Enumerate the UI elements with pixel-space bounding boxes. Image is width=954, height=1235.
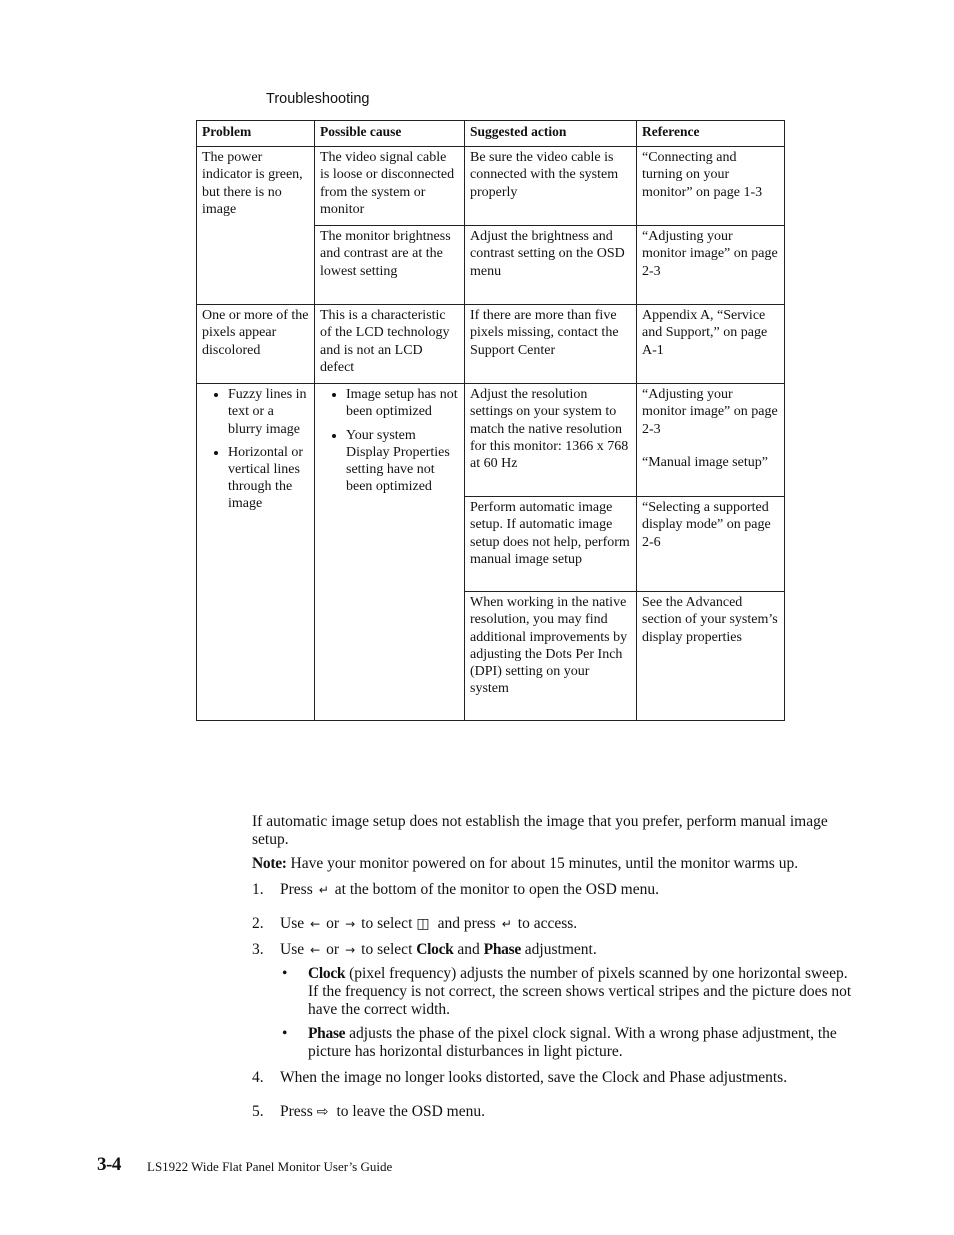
troubleshooting-table	[196, 120, 785, 721]
header-possible-cause: Possible cause	[315, 121, 465, 147]
adjustment-bullets	[280, 965, 852, 1061]
reference-cell: See the Advanced section of your system’s display properties	[637, 592, 785, 721]
header-suggested-action: Suggested action	[465, 121, 637, 147]
bullet-text: adjusts the phase of the pixel clock signal. With a wrong phase adjustment, the picture has horizontal disturbances in light picture.	[308, 1025, 837, 1060]
step-text: or	[326, 915, 340, 932]
action-cell: Be sure the video cable is connected with the system properly	[465, 147, 637, 226]
reference-cell: “Selecting a supported display mode” on page 2-6	[637, 497, 785, 592]
cause-cell	[315, 384, 465, 721]
step-text: Use	[280, 941, 305, 958]
phase-term: Phase	[308, 1025, 346, 1042]
action-cell: Adjust the resolution settings on your system to match the native resolution for this monitor: 1366 x 768 at 60 Hz	[465, 384, 637, 497]
table-row	[197, 305, 785, 384]
step-5	[252, 1103, 852, 1121]
clock-term: Clock	[308, 965, 346, 982]
action-cell: Adjust the brightness and contrast setting on the OSD menu	[465, 226, 637, 305]
exit-icon: ⇨	[316, 1104, 329, 1120]
reference-cell	[637, 384, 785, 497]
table-row	[197, 384, 785, 497]
step-text: to leave the OSD menu.	[336, 1103, 485, 1120]
step-text: Press	[280, 1103, 313, 1120]
step-text: and	[457, 941, 480, 958]
reference-cell: “Adjusting your monitor image” on page 2-3	[637, 226, 785, 305]
phase-term: Phase	[483, 941, 521, 958]
list-item: • Your system Display Properties setting have not been optimized	[346, 427, 459, 496]
step-text: and press	[437, 915, 496, 932]
cause-cell: The monitor brightness and contrast are at the lowest setting	[315, 226, 465, 305]
list-item	[280, 965, 852, 1019]
problem-cell: One or more of the pixels appear discolored	[197, 305, 315, 384]
step-number: 3.	[252, 941, 264, 958]
enter-icon: ↵	[501, 917, 512, 931]
header-problem: Problem	[197, 121, 315, 147]
clock-term: Clock	[416, 941, 454, 958]
note-text: Have your monitor powered on for about 15 minutes, until the monitor warms up.	[286, 855, 799, 872]
left-arrow-icon: ←	[310, 917, 321, 931]
action-cell: When working in the native resolution, you may find additional improvements by adjusting the Dots Per Inch (DPI) setting on your system	[465, 592, 637, 721]
cause-cell: This is a characteristic of the LCD technology and is not an LCD defect	[315, 305, 465, 384]
bullet-text: (pixel frequency) adjusts the number of pixels scanned by one horizontal sweep. If the frequency is not correct, the screen shows vertical stripes and the picture does not have the correct width.	[308, 965, 852, 1018]
list-item: • Horizontal or vertical lines through the image	[228, 444, 309, 513]
list-item	[280, 1025, 852, 1061]
step-text: at the bottom of the monitor to open the OSD menu.	[334, 881, 659, 898]
step-text: Use	[280, 915, 305, 932]
step-text: When the image no longer looks distorted, save the Clock and Phase adjustments.	[280, 1069, 788, 1086]
step-text: adjustment.	[524, 941, 597, 958]
reference-text: “Adjusting your monitor image” on page 2-3	[642, 387, 778, 437]
step-4	[252, 1069, 852, 1087]
right-arrow-icon: →	[345, 917, 356, 931]
list-item: • Image setup has not been optimized	[346, 386, 459, 420]
problem-cell	[197, 384, 315, 721]
step-text: to select	[361, 915, 413, 932]
cause-cell: The video signal cable is loose or disconnected from the system or monitor	[315, 147, 465, 226]
note-paragraph	[252, 855, 852, 873]
reference-cell: Appendix A, “Service and Support,” on page A-1	[637, 305, 785, 384]
step-text: Press	[280, 881, 313, 898]
action-cell: If there are more than five pixels missing, contact the Support Center	[465, 305, 637, 384]
step-text: or	[326, 941, 340, 958]
step-number: 2.	[252, 915, 264, 932]
reference-text: “Manual image setup”	[642, 454, 768, 470]
running-head: Troubleshooting	[266, 91, 370, 107]
problem-cell: The power indicator is green, but there is no image	[197, 147, 315, 305]
step-number: 5.	[252, 1103, 264, 1120]
header-reference: Reference	[637, 121, 785, 147]
left-arrow-icon: ←	[310, 943, 321, 957]
step-3	[252, 941, 852, 1061]
table-row	[197, 147, 785, 226]
manual-setup-section	[252, 813, 852, 1129]
step-1	[252, 881, 852, 899]
steps-list	[252, 881, 852, 1121]
step-number: 4.	[252, 1069, 264, 1086]
step-2	[252, 915, 852, 933]
note-label: Note:	[252, 855, 287, 872]
table-header-row	[197, 121, 785, 147]
list-item: • Fuzzy lines in text or a blurry image	[228, 386, 309, 438]
intro-paragraph: If automatic image setup does not establish the image that you prefer, perform manual image setup.	[252, 813, 828, 848]
step-text: to access.	[517, 915, 578, 932]
step-text: to select	[361, 941, 413, 958]
footer-title: LS1922 Wide Flat Panel Monitor User’s Guide	[147, 1159, 393, 1174]
step-number: 1.	[252, 881, 264, 898]
action-cell: Perform automatic image setup. If automatic image setup does not help, perform manual image setup	[465, 497, 637, 592]
right-arrow-icon: →	[345, 943, 356, 957]
image-setup-icon: ◫	[416, 916, 430, 932]
enter-icon: ↵	[318, 883, 329, 897]
reference-cell: “Connecting and turning on your monitor” on page 1-3	[637, 147, 785, 226]
page-number: 3-4	[97, 1154, 121, 1175]
